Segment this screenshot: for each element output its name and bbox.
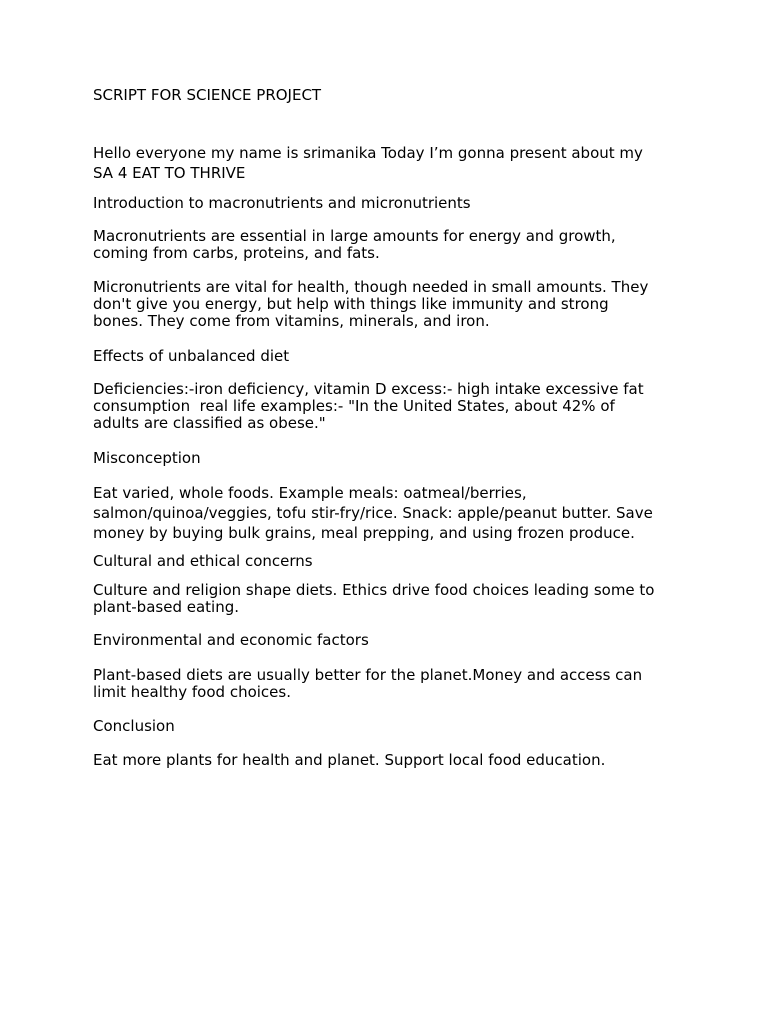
paragraph-cultural: Culture and religion shape diets. Ethics drive food choices leading some to plant-based eating. [93, 581, 655, 616]
paragraph-macronutrients: Macronutrients are essential in large amounts for energy and growth, coming from carbs, proteins, and fats. [93, 227, 616, 262]
intro-line-2: SA 4 EAT TO THRIVE [93, 164, 246, 182]
document-title: SCRIPT FOR SCIENCE PROJECT [93, 86, 322, 104]
paragraph-micronutrients: Micronutrients are vital for health, though needed in small amounts. They don't give you energy, but help with things like immunity and strong bones. They come from vitamins, minerals, and iron. [93, 278, 649, 330]
heading-macro-micro: Introduction to macronutrients and micronutrients [93, 194, 471, 212]
heading-unbalanced-diet: Effects of unbalanced diet [93, 347, 290, 365]
heading-environmental-economic: Environmental and economic factors [93, 631, 369, 649]
intro-line-1: Hello everyone my name is srimanika Today I’m gonna present about my [93, 144, 643, 162]
heading-conclusion: Conclusion [93, 717, 175, 735]
heading-misconception: Misconception [93, 449, 201, 467]
paragraph-misconception: Eat varied, whole foods. Example meals: oatmeal/berries, salmon/quinoa/veggies, tofu stir-fry/rice. Snack: apple/peanut butter. Save money by buying bulk grains, meal prepping, and using frozen produce. [93, 484, 653, 542]
paragraph-deficiencies: Deficiencies:-iron deficiency, vitamin D excess:- high intake excessive fat consumption real life examples:- "In the United States, about 42% of adults are classified as obese." [93, 380, 644, 432]
heading-cultural-ethical: Cultural and ethical concerns [93, 552, 313, 570]
paragraph-conclusion: Eat more plants for health and planet. Support local food education. [93, 751, 606, 769]
paragraph-environmental: Plant-based diets are usually better for the planet.Money and access can limit healthy food choices. [93, 666, 643, 701]
